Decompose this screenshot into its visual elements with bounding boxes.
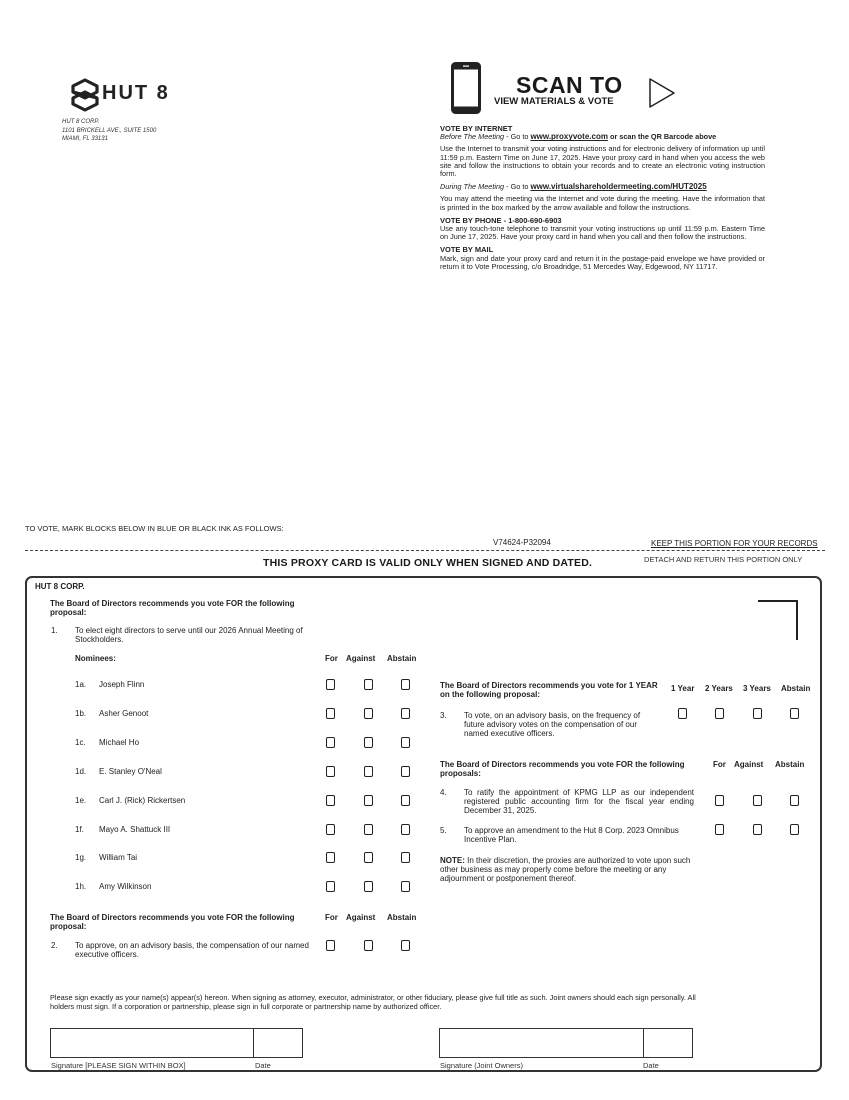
- nominee-name: Amy Wilkinson: [99, 882, 152, 891]
- col-abstain: Abstain: [775, 760, 805, 769]
- col-for: For: [325, 654, 338, 663]
- nominee-abstain-checkbox[interactable]: [401, 824, 410, 835]
- qr-suffix: or scan the QR Barcode above: [607, 132, 717, 142]
- col-against: Against: [734, 760, 764, 769]
- nominee-number: 1h.: [75, 882, 87, 891]
- proposal-5-abstain-checkbox[interactable]: [790, 824, 799, 835]
- col-2-years: 2 Years: [705, 684, 733, 693]
- nominee-abstain-checkbox[interactable]: [401, 852, 410, 863]
- proxyvote-link[interactable]: www.proxyvote.com: [530, 132, 608, 142]
- nominee-name: Mayo A. Shattuck III: [99, 825, 171, 834]
- proposal-4-abstain-checkbox[interactable]: [790, 795, 799, 806]
- signature-box[interactable]: [50, 1028, 254, 1058]
- nominee-against-checkbox[interactable]: [364, 852, 373, 863]
- arrow-right-icon: [648, 77, 676, 109]
- company-name: HUT 8 CORP.: [35, 582, 85, 591]
- nominee-number: 1b.: [75, 709, 87, 718]
- note-body: In their discretion, the proxies are authorized to vote upon such other business as may properly come before the meeting or any adjournment or postponement thereof.: [440, 856, 691, 883]
- nominee-against-checkbox[interactable]: [364, 708, 373, 719]
- nominee-abstain-checkbox[interactable]: [401, 881, 410, 892]
- nominee-for-checkbox[interactable]: [326, 795, 335, 806]
- col-3-years: 3 Years: [743, 684, 771, 693]
- joint-date-label: Date: [643, 1061, 659, 1070]
- proposal-5-text: To approve an amendment to the Hut 8 Corp. 2023 Omnibus Incentive Plan.: [464, 826, 679, 844]
- phone-text: Use any touch-tone telephone to transmit your voting instructions up until 11:59 p.m. Eastern Time on June 17, 2025. Have your proxy card in hand when you call and then follow the instructions.: [440, 224, 765, 242]
- proposal-4-number: 4.: [440, 788, 447, 797]
- nominees-label: Nominees:: [75, 654, 116, 663]
- voting-instructions: [440, 125, 765, 276]
- proposal-2-against-checkbox[interactable]: [364, 940, 373, 951]
- nominee-name: Carl J. (Rick) Rickertsen: [99, 796, 186, 805]
- during-text: You may attend the meeting via the Internet and vote during the meeting. Have the information that is printed in the box marked by the arrow available and follow the instructions.: [440, 194, 765, 212]
- virtual-meeting-link[interactable]: www.virtualshareholdermeeting.com/HUT2025: [530, 182, 707, 192]
- phone-heading: VOTE BY PHONE - 1-800-690-6903: [440, 215, 562, 225]
- note-text: [440, 856, 694, 883]
- nominee-number: 1g.: [75, 853, 87, 862]
- mail-text: Mark, sign and date your proxy card and return it in the postage-paid envelope we have provided or return it to Vote Processing, c/o Broadridge, 51 Mercedes Way, Edgewood, NY 11717.: [440, 253, 765, 271]
- address-line: MIAMI, FL 33131: [62, 136, 108, 142]
- nominee-number: 1d.: [75, 767, 87, 776]
- proposal-3-3years-checkbox[interactable]: [753, 708, 762, 719]
- proposal-2-text: To approve, on an advisory basis, the compensation of our named executive officers.: [75, 941, 309, 959]
- nominee-number: 1f.: [75, 825, 84, 834]
- proposal-3-number: 3.: [440, 711, 447, 720]
- joint-signature-box[interactable]: [439, 1028, 644, 1058]
- nominee-for-checkbox[interactable]: [326, 708, 335, 719]
- col-for: For: [713, 760, 726, 769]
- proposal-3-2years-checkbox[interactable]: [715, 708, 724, 719]
- nominee-abstain-checkbox[interactable]: [401, 737, 410, 748]
- internet-text: Use the Internet to transmit your voting instructions and for electronic delivery of information up until 11:59 p.m. Eastern Time on June 17, 2025. Have your proxy card in hand when you access the web site and follow the instructions to obtain your records and to create an electronic voting instruction form.: [440, 144, 765, 179]
- proposal-2-abstain-checkbox[interactable]: [401, 940, 410, 951]
- nominee-against-checkbox[interactable]: [364, 824, 373, 835]
- before-meeting-label: Before The Meeting: [440, 132, 505, 142]
- col-against: Against: [346, 654, 376, 663]
- proposal-1-text: To elect eight directors to serve until our 2026 Annual Meeting of Stockholders.: [75, 626, 303, 644]
- nominee-against-checkbox[interactable]: [364, 679, 373, 690]
- nominee-against-checkbox[interactable]: [364, 737, 373, 748]
- board-recommendation-4: The Board of Directors recommends you vote FOR the following proposals:: [440, 760, 685, 778]
- proposal-2-for-checkbox[interactable]: [326, 940, 335, 951]
- nominee-for-checkbox[interactable]: [326, 737, 335, 748]
- col-for: For: [325, 913, 338, 922]
- proposal-4-against-checkbox[interactable]: [753, 795, 762, 806]
- control-code: V74624-P32094: [493, 538, 551, 547]
- proposal-2-number: 2.: [51, 941, 58, 950]
- nominee-for-checkbox[interactable]: [326, 766, 335, 777]
- joint-signature-label: Signature (Joint Owners): [440, 1061, 523, 1070]
- nominee-name: William Tai: [99, 853, 138, 862]
- proposal-5-against-checkbox[interactable]: [753, 824, 762, 835]
- detach-line: [25, 550, 825, 551]
- col-abstain: Abstain: [781, 684, 811, 693]
- board-recommendation-3: The Board of Directors recommends you vote for 1 YEAR on the following proposal:: [440, 681, 658, 699]
- nominee-against-checkbox[interactable]: [364, 795, 373, 806]
- company-address: [62, 118, 156, 144]
- valid-notice: THIS PROXY CARD IS VALID ONLY WHEN SIGNED AND DATED.: [263, 557, 593, 569]
- nominee-abstain-checkbox[interactable]: [401, 679, 410, 690]
- nominee-for-checkbox[interactable]: [326, 881, 335, 892]
- date-box[interactable]: [253, 1028, 303, 1058]
- detach-label: DETACH AND RETURN THIS PORTION ONLY: [644, 555, 803, 564]
- nominee-abstain-checkbox[interactable]: [401, 708, 410, 719]
- address-line: HUT 8 CORP.: [62, 119, 100, 125]
- proposal-5-number: 5.: [440, 826, 447, 835]
- goto-text: - Go to: [504, 182, 531, 192]
- mail-heading: VOTE BY MAIL: [440, 245, 494, 255]
- date-label: Date: [255, 1061, 271, 1070]
- nominee-name: Michael Ho: [99, 738, 140, 747]
- scan-subtitle: VIEW MATERIALS & VOTE: [494, 96, 614, 107]
- goto-text: - Go to: [504, 132, 531, 142]
- nominee-name: E. Stanley O'Neal: [99, 767, 162, 776]
- board-recommendation-1: The Board of Directors recommends you vote FOR the following proposal:: [50, 599, 295, 617]
- proposal-3-1year-checkbox[interactable]: [678, 708, 687, 719]
- nominee-number: 1a.: [75, 680, 87, 689]
- sign-instructions: Please sign exactly as your name(s) appear(s) hereon. When signing as attorney, executor, administrator, or other fiduciary, please give full title as such. Joint owners should each sign personally. All holders must sign. If a corporation or partnership, please sign in full corporate or partnership name by authorized officer.: [50, 993, 696, 1011]
- nominee-name: Asher Genoot: [99, 709, 149, 718]
- nominee-for-checkbox[interactable]: [326, 679, 335, 690]
- scan-title: SCAN TO: [516, 72, 623, 98]
- proposal-1-number: 1.: [51, 626, 58, 635]
- nominee-number: 1c.: [75, 738, 86, 747]
- col-1-year: 1 Year: [671, 684, 695, 693]
- col-abstain: Abstain: [387, 654, 417, 663]
- nominee-abstain-checkbox[interactable]: [401, 766, 410, 777]
- board-recommendation-2: The Board of Directors recommends you vote FOR the following proposal:: [50, 913, 295, 931]
- to-vote-instruction: TO VOTE, MARK BLOCKS BELOW IN BLUE OR BLACK INK AS FOLLOWS:: [25, 524, 284, 533]
- proposal-4-for-checkbox[interactable]: [715, 795, 724, 806]
- note-label: NOTE:: [440, 856, 465, 865]
- keep-portion-label: KEEP THIS PORTION FOR YOUR RECORDS: [651, 539, 818, 548]
- nominee-against-checkbox[interactable]: [364, 766, 373, 777]
- corner-mark: [758, 600, 798, 640]
- proposal-4-text: To ratify the appointment of KPMG LLP as our independent registered public accounting firm for the fiscal year ending December 31, 2025.: [464, 788, 694, 815]
- internet-heading: VOTE BY INTERNET: [440, 124, 513, 133]
- hut8-logo-icon: [70, 78, 100, 112]
- proposal-3-text: To vote, on an advisory basis, on the frequency of future advisory votes on the compensation of our named executive officers.: [464, 711, 641, 738]
- proposal-5-for-checkbox[interactable]: [715, 824, 724, 835]
- joint-date-box[interactable]: [643, 1028, 693, 1058]
- smartphone-icon: [451, 62, 481, 114]
- col-abstain: Abstain: [387, 913, 417, 922]
- nominee-name: Joseph Flinn: [99, 680, 145, 689]
- signature-label: Signature [PLEASE SIGN WITHIN BOX]: [51, 1061, 186, 1070]
- logo-text: HUT 8: [102, 82, 170, 104]
- proposal-3-abstain-checkbox[interactable]: [790, 708, 799, 719]
- address-line: 1101 BRICKELL AVE., SUITE 1500: [62, 127, 157, 134]
- during-meeting-label: During The Meeting: [440, 182, 505, 192]
- nominee-for-checkbox[interactable]: [326, 824, 335, 835]
- col-against: Against: [346, 913, 376, 922]
- nominee-abstain-checkbox[interactable]: [401, 795, 410, 806]
- nominee-number: 1e.: [75, 796, 87, 805]
- nominee-for-checkbox[interactable]: [326, 852, 335, 863]
- nominee-against-checkbox[interactable]: [364, 881, 373, 892]
